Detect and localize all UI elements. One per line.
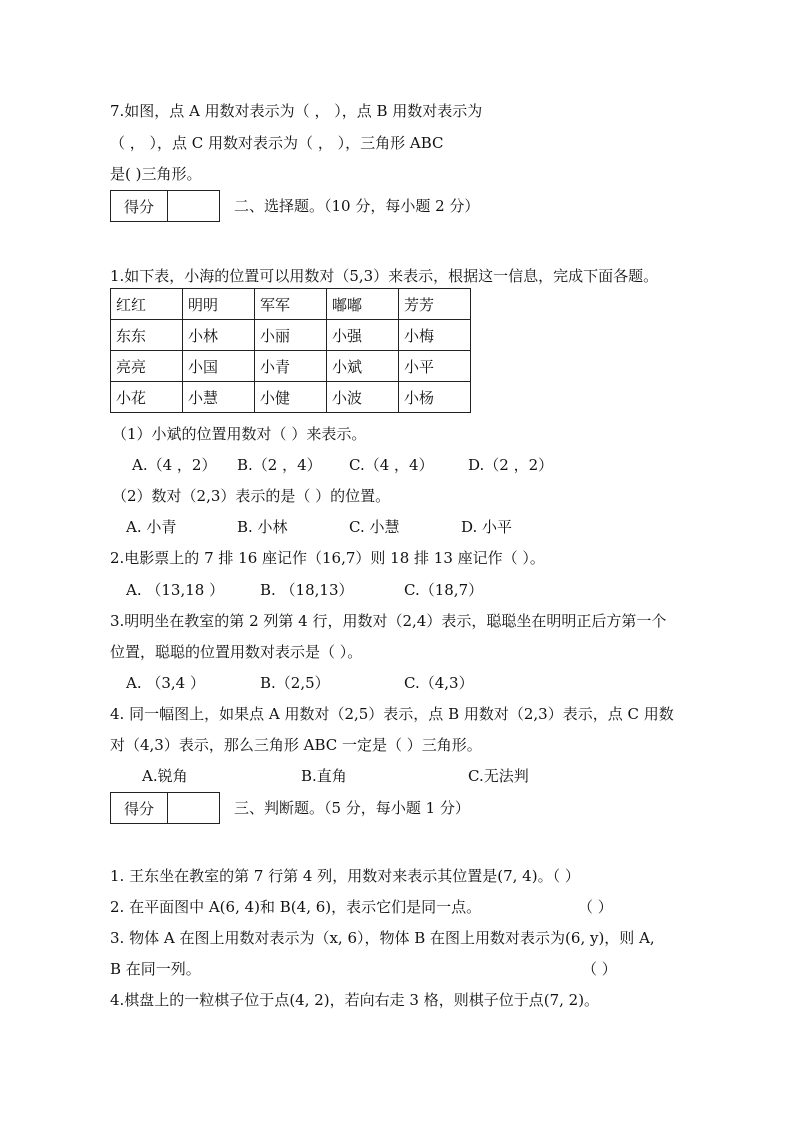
table-cell: 军军 [255,289,327,320]
q7-line-3: 是( )三角形。 [110,165,202,183]
table-cell: 小丽 [255,320,327,351]
section-2-title: 二、选择题。（10 分，每小题 2 分） [234,197,480,215]
option-c: C. 小慧 [349,518,400,536]
table-row [111,382,471,413]
tf-q1: 1. 王东坐在教室的第 7 行第 4 列，用数对来表示其位置是(7, 4)。（ ） [110,867,580,885]
option-c: C.（4 ，4） [349,456,434,474]
option-a: A.锐角 [142,767,188,785]
mc-q4-line-1: 4. 同一幅图上，如果点 A 用数对（2,5）表示，点 B 用数对（2,3）表示，点 C 用数 [110,705,674,723]
q7-line-2: （ ， ），点 C 用数对表示为（ ， ），三角形 ABC [110,134,444,152]
table-cell: 红红 [111,289,183,320]
option-a: A. （13,18 ） [126,581,225,599]
table-cell: 小林 [183,320,255,351]
table-cell: 东东 [111,320,183,351]
tf-q2-answer-paren[interactable]: （ ） [578,898,613,916]
option-b: B. 小林 [237,518,288,536]
score-label: 得分 [111,793,168,823]
option-a: A. 小青 [126,518,177,536]
table-cell: 小斌 [327,351,399,382]
table-cell: 小杨 [399,382,471,413]
option-c: C.（18,7） [404,581,484,599]
table-row [111,289,471,320]
option-b: B.直角 [301,767,347,785]
mc-q3-line-2: 位置，聪聪的位置用数对表示是（ ）。 [110,643,363,661]
mc-q4-line-2: 对（4,3）表示，那么三角形 ABC 一定是（ ）三角形。 [110,736,482,754]
score-box-section-2 [110,190,220,222]
table-cell: 小波 [327,382,399,413]
table-row [111,320,471,351]
mc-q1-intro: 1.如下表，小海的位置可以用数对（5,3）来表示，根据这一信息，完成下面各题。 [110,267,659,285]
mc-q1-2: （2）数对（2,3）表示的是（ ）的位置。 [112,487,391,505]
table-cell: 小强 [327,320,399,351]
score-blank[interactable] [168,793,219,823]
table-cell: 亮亮 [111,351,183,382]
table-cell: 小国 [183,351,255,382]
mc-q2: 2.电影票上的 7 排 16 座记作（16,7）则 18 排 13 座记作（ ）。 [110,549,545,567]
option-d: D. 小平 [461,518,513,536]
mc-q1-1: （1）小斌的位置用数对（ ）来表示。 [112,425,367,443]
table-cell: 明明 [183,289,255,320]
option-c: C.（4,3） [404,674,474,692]
option-d: D.（2 ，2） [468,456,554,474]
table-cell: 小花 [111,382,183,413]
table-cell: 小慧 [183,382,255,413]
tf-q3-answer-paren[interactable]: （ ） [582,960,617,978]
option-a: A. （3,4 ） [126,674,205,692]
table-cell: 小青 [255,351,327,382]
option-a: A.（4 ，2） [132,456,217,474]
option-b: B.（2,5） [260,674,330,692]
score-blank[interactable] [168,191,219,221]
table-cell: 芳芳 [399,289,471,320]
table-cell: 小平 [399,351,471,382]
tf-q3-line-1: 3. 物体 A 在图上用数对表示为（x, 6），物体 B 在图上用数对表示为(6, y)，则 A, [110,929,655,947]
score-box-section-3 [110,792,220,824]
table-cell: 小梅 [399,320,471,351]
section-3-title: 三、判断题。（5 分，每小题 1 分） [234,799,470,817]
q7-line-1: 7.如图，点 A 用数对表示为（ ， ），点 B 用数对表示为 [110,102,483,120]
option-b: B.（2 ，4） [237,456,322,474]
option-b: B. （18,13） [260,581,354,599]
mc-q3-line-1: 3.明明坐在教室的第 2 列第 4 行，用数对（2,4）表示，聪聪坐在明明正后方第一个 [110,612,667,630]
seat-table [110,288,471,413]
table-cell: 嘟嘟 [327,289,399,320]
tf-q3-line-2: B 在同一列。 [110,960,201,978]
table-cell: 小健 [255,382,327,413]
score-label: 得分 [111,191,168,221]
table-row [111,351,471,382]
tf-q2: 2. 在平面图中 A(6, 4)和 B(4, 6)，表示它们是同一点。 [110,898,482,916]
tf-q4: 4.棋盘上的一粒棋子位于点(4, 2)，若向右走 3 格，则棋子位于点(7, 2)。 [110,991,600,1009]
option-c: C.无法判 [468,767,529,785]
